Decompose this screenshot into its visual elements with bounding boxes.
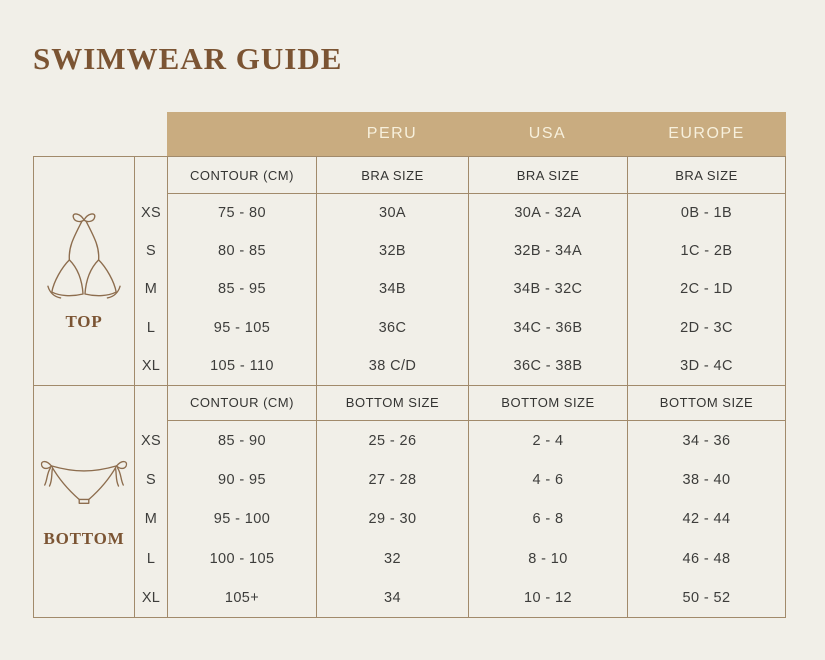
cell-contour: 100 - 105 bbox=[167, 539, 316, 578]
cell-europe: 2D - 3C bbox=[627, 309, 786, 347]
cell-peru: 27 - 28 bbox=[316, 460, 468, 499]
cell-usa: 36C - 38B bbox=[468, 347, 627, 385]
bottom-col-europe: BOTTOM SIZE bbox=[627, 385, 786, 421]
cell-usa: 34C - 36B bbox=[468, 309, 627, 347]
top-col-europe: BRA SIZE bbox=[627, 156, 786, 194]
cell-contour: 90 - 95 bbox=[167, 460, 316, 499]
cell-contour: 80 - 85 bbox=[167, 232, 316, 270]
top-col-peru: BRA SIZE bbox=[316, 156, 468, 194]
cell-europe: 0B - 1B bbox=[627, 194, 786, 232]
cell-size: L bbox=[134, 539, 167, 578]
cell-usa: 8 - 10 bbox=[468, 539, 627, 578]
cell-size: XL bbox=[134, 347, 167, 385]
cell-usa: 34B - 32C bbox=[468, 270, 627, 308]
cell-peru: 34B bbox=[316, 270, 468, 308]
cell-size: XS bbox=[134, 194, 167, 232]
top-subheader-spacer bbox=[134, 156, 167, 194]
cell-peru: 36C bbox=[316, 309, 468, 347]
swimwear-size-table bbox=[33, 112, 786, 618]
cell-contour: 95 - 105 bbox=[167, 309, 316, 347]
cell-contour: 95 - 100 bbox=[167, 500, 316, 539]
cell-size: L bbox=[134, 309, 167, 347]
cell-contour: 105 - 110 bbox=[167, 347, 316, 385]
cell-peru: 25 - 26 bbox=[316, 421, 468, 460]
bikini-bottom-icon bbox=[38, 454, 130, 520]
cell-size: S bbox=[134, 232, 167, 270]
cell-contour: 75 - 80 bbox=[167, 194, 316, 232]
bottom-subheader-spacer bbox=[134, 385, 167, 421]
cell-europe: 50 - 52 bbox=[627, 579, 786, 618]
bottom-section-label: BOTTOM bbox=[43, 528, 125, 548]
cell-usa: 4 - 6 bbox=[468, 460, 627, 499]
cell-usa: 6 - 8 bbox=[468, 500, 627, 539]
cell-size: M bbox=[134, 500, 167, 539]
top-section-cell bbox=[33, 156, 134, 385]
cell-usa: 32B - 34A bbox=[468, 232, 627, 270]
cell-size: M bbox=[134, 270, 167, 308]
bottom-section-cell bbox=[33, 385, 134, 618]
bottom-col-peru: BOTTOM SIZE bbox=[316, 385, 468, 421]
cell-usa: 30A - 32A bbox=[468, 194, 627, 232]
region-header-europe: EUROPE bbox=[627, 112, 786, 156]
cell-peru: 29 - 30 bbox=[316, 500, 468, 539]
cell-peru: 32B bbox=[316, 232, 468, 270]
cell-europe: 46 - 48 bbox=[627, 539, 786, 578]
cell-size: XL bbox=[134, 579, 167, 618]
cell-europe: 42 - 44 bbox=[627, 500, 786, 539]
bikini-top-icon bbox=[45, 209, 123, 303]
region-header-peru: PERU bbox=[316, 112, 468, 156]
cell-europe: 1C - 2B bbox=[627, 232, 786, 270]
cell-peru: 32 bbox=[316, 539, 468, 578]
cell-peru: 38 C/D bbox=[316, 347, 468, 385]
bottom-col-usa: BOTTOM SIZE bbox=[468, 385, 627, 421]
top-col-contour: CONTOUR (CM) bbox=[167, 156, 316, 194]
region-header-usa: USA bbox=[468, 112, 627, 156]
header-band-spacer bbox=[167, 112, 316, 156]
cell-europe: 34 - 36 bbox=[627, 421, 786, 460]
cell-europe: 3D - 4C bbox=[627, 347, 786, 385]
cell-peru: 30A bbox=[316, 194, 468, 232]
cell-usa: 10 - 12 bbox=[468, 579, 627, 618]
cell-europe: 38 - 40 bbox=[627, 460, 786, 499]
cell-contour: 105+ bbox=[167, 579, 316, 618]
cell-size: S bbox=[134, 460, 167, 499]
cell-peru: 34 bbox=[316, 579, 468, 618]
top-section-label: TOP bbox=[65, 312, 103, 332]
cell-europe: 2C - 1D bbox=[627, 270, 786, 308]
cell-contour: 85 - 95 bbox=[167, 270, 316, 308]
cell-usa: 2 - 4 bbox=[468, 421, 627, 460]
top-col-usa: BRA SIZE bbox=[468, 156, 627, 194]
bottom-col-contour: CONTOUR (CM) bbox=[167, 385, 316, 421]
cell-size: XS bbox=[134, 421, 167, 460]
cell-contour: 85 - 90 bbox=[167, 421, 316, 460]
page-title: SWIMWEAR GUIDE bbox=[33, 41, 343, 76]
